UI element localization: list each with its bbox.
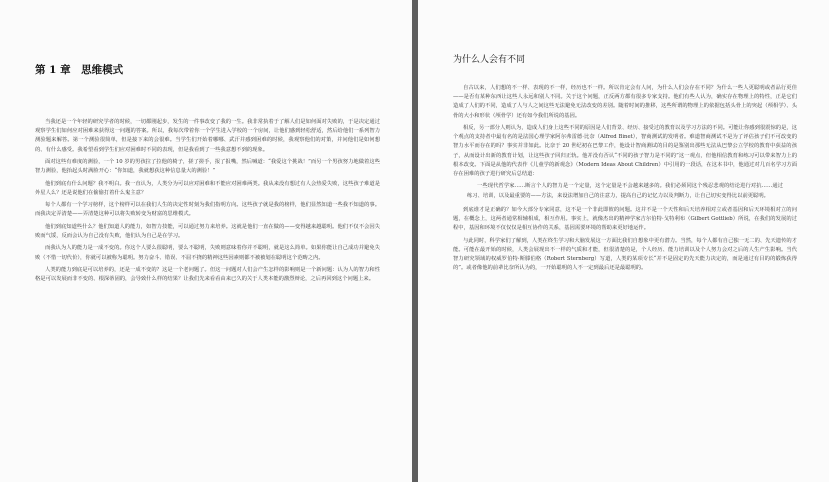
left-page: [0, 0, 412, 482]
right-page-body: [453, 84, 797, 277]
paragraph: 到底谁才是正确的？如今大部分专家同意，这不是一个非此即彼的问题。这并不是一个天性和后天培养相对立或者基因和后天环境相对立的问题，在概念上，这两者通常相辅相成，相互作用。事实上，就像杰出的精神学家吉尔伯特·戈特利布（Gilbert Gottlieb）所说，在我们的发展的过程中，基因和环境不仅仅仅是相互协作的关系，基因需要环境的帮助来更好地运作。: [453, 206, 797, 232]
paragraph: 他们到底知道些什么？他们知道人的能力，如智力技能，可以通过努力来培养。这就是他们一直在做的——变得越来越聪明。他们不仅不会因失败而气馁，反而会认为自己没有失败，他们认为自己是在学习。: [35, 223, 380, 239]
paragraph: 人类的能力到底是可以培养的，还是一成不变的？这是一个老问题了。但这一问题对人们会产生怎样的影响则是一个新问题：认为人的智力和性格是可以发展而非不变的、根深蒂固的，会导致什么样的结果？让我们先来看看由来已久的关于人类本能的激烈辩论，之后再回到这个问题上来。: [35, 266, 380, 283]
left-page-body: [35, 118, 380, 288]
right-page: [418, 0, 829, 482]
paragraph: 每个人都有一个学习榜样，这个榜样可以在我们人生的决定性时刻为我们指明方向。这些孩子就是我的榜样，他们显然知道一些我不知道的事。而我决定弄清楚——弄清楚这种可以将失败转变为财富的思维模式。: [35, 202, 380, 218]
paragraph: 自古以来，人们想的不一样、表现的不一样，经历也不一样。所以肯定会有人问，为什么人们会存在不同？为什么一些人更聪明或者品行更佳——是否有某种东西让这些人永远和别人不同。关于这个问题，正反两方都有很多专家支持。他们有些人认为，确实存在物理上的特性，正是它们造成了人们的不同，造成了人与人之间这些无法避免无法改变的差别。随着时间的推移，这些所谓的物理上的依据包括头骨上的突起（颅相学）、头骨的大小和形状（颅骨学）还有如今我们所说的基因。: [453, 85, 797, 119]
paragraph: 而我认为人的能力是一成不变的。你这个人要么很聪明，要么不聪明，失败则意味着你并不聪明，就是这么简单。如果你能让自己成功并避免失败（不惜一切代价），你就可以被称为聪明。努力奋斗、错误、不屈不挠的精神这些因素则都不被被划在聪明这个范畴之内。: [35, 245, 380, 261]
paragraph: 面对这些有难度的测验，一个 10 岁的男孩拉了拉他的椅子，搓了搓手，报了报嘴，然后喊道：“我爱这个挑战！”而另一个男孩努力地做着这些智力测验，他抬起头时满脸开心：“你知道，我就想获这种信息量大的测验！”: [35, 159, 380, 175]
paragraph: 当我还是一个年轻的研究学者的时候，一切都刚起步，发生的一件事改变了我的一生。我非常执着于了解人们是如何面对失败的，于是决定通过观察学生们如何应对困难来获得这一问题的答案。所以，我每次带着你一个学生进入学校的一个房间，让他们感到轻松舒适，然后给他们一系列智力测验题来解答。第一个测验很简单，但是接下来的会很难。当学生们开始着哪哪、武汗并感到困难的时候，我观察他们的对策，并问他们是如何想的、有什么感受。我希望看到学生们应对困难时不同的表现，但是我看到了一些我意想不到的现象。: [35, 119, 380, 153]
block-quote: 一些现代哲学家……断言个人的智力是一个定量，这个定量是不会越来越多的。我们必须同这个残忍悲观的结论进行对抗……通过练习、培训，以及最重要的——方法，来设法增加自己的注意力，提高自己的记忆力以及判断力，让自己切实变得比以前更聪明。: [467, 183, 783, 199]
section-title: 为什么人会有不同: [453, 55, 526, 65]
paragraph: 与此同时，科学家们了解到，人类在终生学习和大脑发展这一方面比我们自想象中更有潜力。当然，每个人都有自己独一无二的、先天遗传的才能。可能在最开始的时候，人类会展现出不一样的气质和才能，但很清楚的是，个人经历、能力培训以及个人努力会对之后的人生产生影响。当代智力研究领域的权威罗伯特·斯滕伯格（Robert Sternberg）写道，人类的某项专长“并不是固定的先天能力决定的，而是通过有目的的锻炼获得的”。或者像他的前辈比奈所认为的，一开始聪明的人不一定到最后还是最聪明的。: [453, 237, 797, 272]
paragraph: 相反，另一部分人则认为，造成人们身上这些不同的原因是人们背景、经历、接受过的教育以及学习方法的不同。可能让你感到很震惊的是，这个观点的支持者中最有名的是法国心理学家阿尔弗雷德·比奈（Alfred Binet），智商测试的发明者。难道智商测试不是为了评估孩子们不可改变的智力水平而存在的吗？事实并非如此。比奈于 20 世纪初在巴黎工作，他设计智商测试的目的是鉴别出那些无法从巴黎公立学校的教育中获益的孩子，从而设计出新的教育计划，让这些孩子回归正轨。他并没有否认“不同的孩子智力是不同的”这一观点，但他相信教育和练习可以带来智力上的根本改变。下面是从他的代表作《儿童学的新观念》（Modern Ideas About Children）中引用的一段话，在这本书中，他通过对几百名学习方面存在困难的孩子进行研究后总结道：: [453, 125, 797, 178]
paragraph: 他们到底有什么问题？我不明白。我一直认为，人类分为可以应对困难和不能应对困难两类。我从来没有想过有人会热爱失败，这些孩子难道是外星人么？还是说他们在偷偷打着什么鬼主意？: [35, 180, 380, 196]
chapter-title: 第 1 章 思维模式: [35, 64, 124, 76]
